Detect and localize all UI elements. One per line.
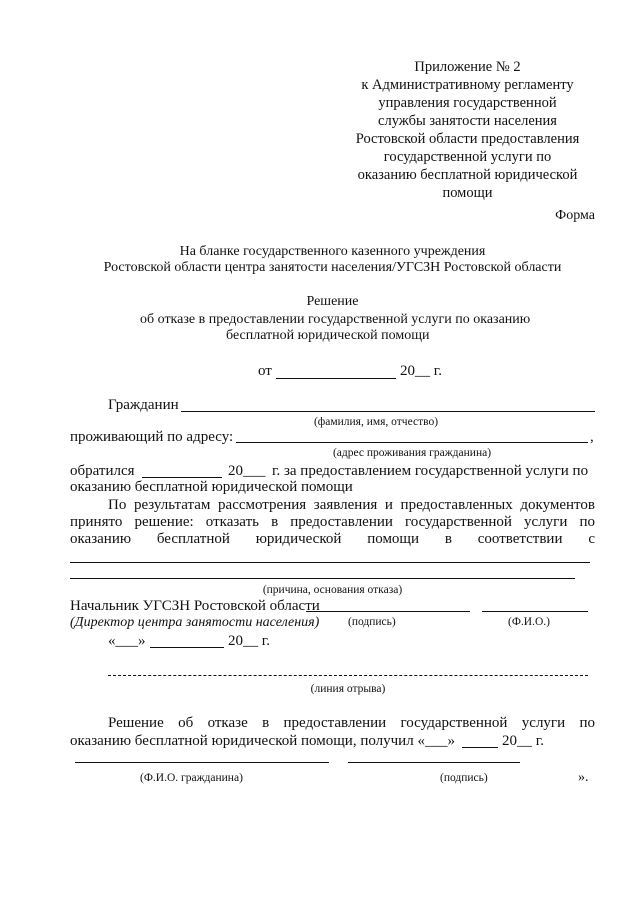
decision-word: в <box>444 531 452 547</box>
title-line-1: об отказе в предоставлении государственной услуги по оказанию <box>140 312 531 327</box>
appendix-line: управления государственной <box>378 95 557 111</box>
appendix-block <box>340 58 595 202</box>
appendix-line: службы занятости населения <box>378 113 557 129</box>
receipt-date-line <box>462 747 498 748</box>
director-label: (Директор центра занятости населения) <box>70 615 320 630</box>
tear-line <box>108 675 588 676</box>
title-line-2: бесплатной юридической помощи <box>226 328 430 343</box>
date-blank-line <box>276 378 396 379</box>
address-caption: (адрес проживания гражданина) <box>332 447 492 459</box>
appendix-line: оказанию бесплатной юридической <box>357 167 578 183</box>
decision-word: соответствии <box>477 531 563 547</box>
signature-line <box>306 611 470 612</box>
appendix-line: Приложение № 2 <box>414 59 521 75</box>
fio-caption: (Ф.И.О.) <box>508 616 550 628</box>
address-label: проживающий по адресу: <box>70 429 234 445</box>
document-title: Решение <box>306 294 359 309</box>
receipt-signature-line <box>348 762 520 763</box>
citizen-label: Гражданин <box>108 397 179 413</box>
sign-date-open: «___» <box>108 633 146 649</box>
citizen-name-line <box>181 411 595 412</box>
address-comma: , <box>590 429 594 445</box>
decision-word: с <box>588 531 595 547</box>
applied-prefix: обратился <box>70 463 135 479</box>
receipt-signature-caption: (подпись) <box>440 772 488 784</box>
decision-line-3 <box>70 531 595 548</box>
reason-line-1 <box>70 562 590 563</box>
appendix-line: помощи <box>442 185 493 201</box>
decision-word: юридической <box>255 531 342 547</box>
decision-word: бесплатной <box>156 531 230 547</box>
receipt-year: 20__ г. <box>502 733 544 749</box>
applied-line-2: оказанию бесплатной юридической помощи <box>70 479 353 495</box>
decision-word: помощи <box>367 531 420 547</box>
sign-date-line <box>150 647 224 648</box>
address-line <box>236 442 588 443</box>
letterhead-line-1: На бланке государственного казенного учреждения <box>179 244 486 259</box>
reason-caption: (причина, основания отказа) <box>262 584 403 596</box>
receipt-fio-caption: (Ф.И.О. гражданина) <box>140 772 243 784</box>
receipt-line-1: Решение об отказе в предоставлении государственной услуги по <box>108 715 595 731</box>
receipt-fio-line <box>75 762 329 763</box>
date-year: 20__ г. <box>400 363 442 379</box>
sign-date-year: 20__ г. <box>228 633 270 649</box>
appendix-line: к Административному регламенту <box>361 77 574 93</box>
letterhead-line-2: Ростовской области центра занятости населения/УГСЗН Ростовской области <box>103 260 562 275</box>
receipt-close-quote: ». <box>578 770 589 785</box>
signature-caption: (подпись) <box>348 616 396 628</box>
date-prefix: от <box>258 363 272 379</box>
receipt-line-2: оказанию бесплатной юридической помощи, получил «___» <box>70 733 455 749</box>
decision-line-2: принято решение: отказать в предоставлении государственной услуги по <box>70 514 595 530</box>
fio-line <box>482 611 588 612</box>
appendix-line: государственной услуги по <box>383 149 552 165</box>
tear-caption: (линия отрыва) <box>310 683 386 695</box>
applied-year: 20___ <box>228 463 266 479</box>
reason-line-2 <box>70 578 575 579</box>
decision-word: оказанию <box>70 531 132 547</box>
citizen-caption: (фамилия, имя, отчество) <box>313 416 439 428</box>
form-label: Форма <box>555 208 595 223</box>
applied-suffix: г. за предоставлением государственной услуги по <box>272 463 589 479</box>
applied-date-line <box>142 477 222 478</box>
decision-line-1: По результатам рассмотрения заявления и предоставленных документов <box>108 497 595 513</box>
appendix-line: Ростовской области предоставления <box>355 131 580 147</box>
head-label: Начальник УГСЗН Ростовской области <box>70 598 320 614</box>
